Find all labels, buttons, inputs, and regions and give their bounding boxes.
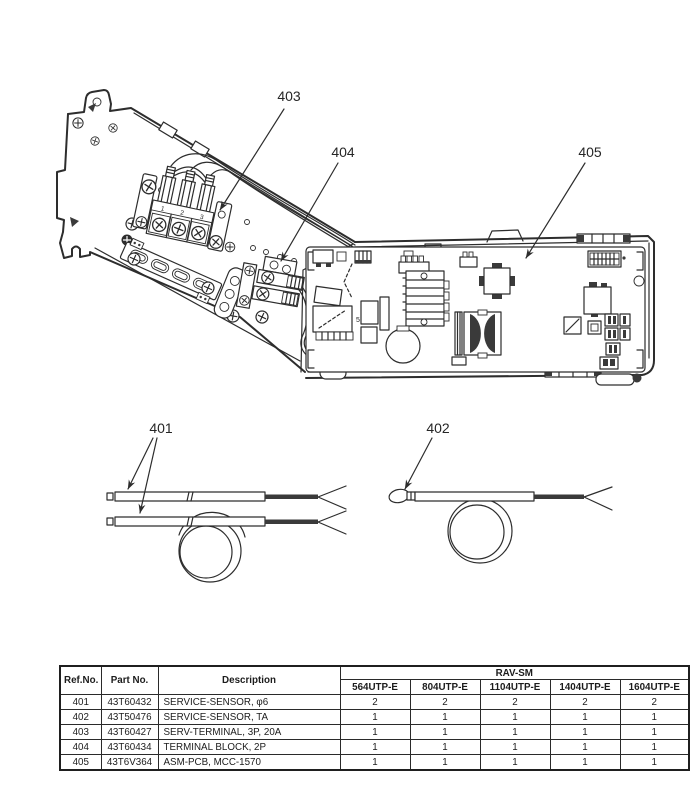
cell-description: ASM-PCB, MCC-1570 bbox=[158, 755, 340, 771]
transformer-icon bbox=[455, 310, 501, 358]
col-header-ref: Ref.No. bbox=[60, 666, 101, 695]
cell-qty: 1 bbox=[620, 755, 689, 771]
callout-401: 401 bbox=[149, 420, 173, 436]
col-header-series: RAV-SM bbox=[340, 666, 689, 680]
terminal-block-2p bbox=[236, 253, 306, 317]
pcb-board bbox=[306, 247, 645, 372]
cell-qty: 1 bbox=[340, 725, 410, 740]
leader-line-401b bbox=[140, 438, 157, 513]
relay-icon bbox=[361, 301, 378, 324]
cell-qty: 1 bbox=[550, 710, 620, 725]
screw-icon bbox=[107, 122, 119, 134]
heatsink bbox=[403, 271, 449, 326]
mounting-hole bbox=[634, 276, 644, 286]
screw-icon bbox=[225, 242, 235, 252]
ic-chip bbox=[584, 282, 611, 317]
callout-403: 403 bbox=[277, 88, 301, 104]
leader-line-401a bbox=[128, 438, 153, 489]
cell-qty: 1 bbox=[620, 710, 689, 725]
cell-qty: 1 bbox=[340, 740, 410, 755]
table-row bbox=[60, 740, 689, 755]
sensor-tube bbox=[115, 492, 265, 501]
cell-description: SERVICE-SENSOR, TA bbox=[158, 710, 340, 725]
sensor-tube bbox=[415, 492, 534, 501]
col-header-description: Description bbox=[158, 666, 340, 695]
connector bbox=[313, 250, 333, 263]
col-header-model-3: 1404UTP-E bbox=[550, 680, 620, 695]
lead-fork bbox=[318, 511, 346, 534]
fuse-plug bbox=[177, 170, 197, 208]
cell-ref: 404 bbox=[60, 740, 101, 755]
screw-icon bbox=[254, 309, 270, 325]
callout-405: 405 bbox=[578, 144, 602, 160]
cell-qty: 1 bbox=[620, 725, 689, 740]
sensor-tube bbox=[115, 517, 265, 526]
sensor-lead bbox=[265, 495, 318, 500]
cell-qty: 2 bbox=[550, 695, 620, 710]
cell-qty: 1 bbox=[340, 755, 410, 771]
tray-tab bbox=[596, 374, 634, 385]
sensor-401 bbox=[107, 420, 346, 582]
cell-qty: 1 bbox=[340, 710, 410, 725]
cell-qty: 1 bbox=[410, 725, 480, 740]
relay-icon bbox=[479, 263, 515, 299]
cell-qty: 2 bbox=[340, 695, 410, 710]
cell-qty: 2 bbox=[410, 695, 480, 710]
cell-part: 43T60427 bbox=[101, 725, 158, 740]
fuse-plug bbox=[197, 174, 217, 212]
cell-ref: 402 bbox=[60, 710, 101, 725]
pcb-marking: 5 bbox=[356, 317, 360, 324]
callout-402: 402 bbox=[426, 420, 450, 436]
terminal-block-3p bbox=[130, 158, 238, 253]
cell-qty: 1 bbox=[410, 740, 480, 755]
col-header-model-4: 1604UTP-E bbox=[620, 680, 689, 695]
leader-line-405 bbox=[526, 163, 585, 258]
cell-qty: 1 bbox=[480, 725, 550, 740]
wire-coil bbox=[448, 499, 512, 563]
table-row bbox=[60, 710, 689, 725]
pin-label: 3 bbox=[199, 213, 205, 222]
connector-20pin bbox=[588, 251, 626, 267]
callouts bbox=[220, 88, 602, 261]
sensor-lead bbox=[265, 520, 318, 525]
table-row bbox=[60, 725, 689, 740]
leader-line-404 bbox=[281, 163, 338, 261]
cell-qty: 1 bbox=[550, 755, 620, 771]
edge-strip bbox=[577, 234, 630, 243]
resistor-bar bbox=[380, 297, 389, 330]
cell-qty: 1 bbox=[480, 710, 550, 725]
cell-qty: 1 bbox=[410, 710, 480, 725]
cable-tie bbox=[159, 122, 177, 138]
cell-part: 43T60432 bbox=[101, 695, 158, 710]
capacitor-icon bbox=[386, 329, 420, 363]
lead-fork bbox=[584, 487, 612, 510]
fuse-plug bbox=[158, 166, 178, 204]
pin-label: 2 bbox=[179, 209, 185, 218]
sensor-lead bbox=[534, 495, 584, 500]
col-header-part: Part No. bbox=[101, 666, 158, 695]
cell-description: SERV-TERMINAL, 3P, 20A bbox=[158, 725, 340, 740]
cell-qty: 1 bbox=[620, 740, 689, 755]
lead-fork bbox=[318, 486, 346, 509]
table-row bbox=[60, 755, 689, 771]
corner-tab bbox=[70, 217, 79, 227]
col-header-model-1: 804UTP-E bbox=[410, 680, 480, 695]
leader-line-402 bbox=[405, 438, 432, 489]
cell-qty: 1 bbox=[480, 755, 550, 771]
screw-dark-icon bbox=[633, 374, 642, 383]
screw-icon bbox=[90, 136, 101, 147]
pin-label: 1 bbox=[160, 205, 166, 213]
cell-qty: 1 bbox=[480, 740, 550, 755]
tray-bump bbox=[487, 230, 523, 242]
sensor-402 bbox=[388, 420, 612, 563]
cell-qty: 1 bbox=[550, 725, 620, 740]
wire-clamp bbox=[452, 357, 466, 365]
col-header-model-0: 564UTP-E bbox=[340, 680, 410, 695]
col-header-model-2: 1104UTP-E bbox=[480, 680, 550, 695]
cell-qty: 1 bbox=[550, 740, 620, 755]
parts-table bbox=[59, 665, 690, 771]
cell-part: 43T6V364 bbox=[101, 755, 158, 771]
relay-icon bbox=[361, 327, 377, 343]
cell-part: 43T50476 bbox=[101, 710, 158, 725]
cell-ref: 405 bbox=[60, 755, 101, 771]
cell-part: 43T60434 bbox=[101, 740, 158, 755]
screw-icon bbox=[73, 118, 83, 128]
cell-ref: 403 bbox=[60, 725, 101, 740]
cell-ref: 401 bbox=[60, 695, 101, 710]
cell-description: SERVICE-SENSOR, φ6 bbox=[158, 695, 340, 710]
table-row bbox=[60, 695, 689, 710]
cell-qty: 2 bbox=[620, 695, 689, 710]
cell-qty: 2 bbox=[480, 695, 550, 710]
connector bbox=[337, 252, 346, 261]
cell-description: TERMINAL BLOCK, 2P bbox=[158, 740, 340, 755]
cell-qty: 1 bbox=[410, 755, 480, 771]
callout-404: 404 bbox=[331, 144, 355, 160]
rivet-mark bbox=[88, 103, 96, 112]
